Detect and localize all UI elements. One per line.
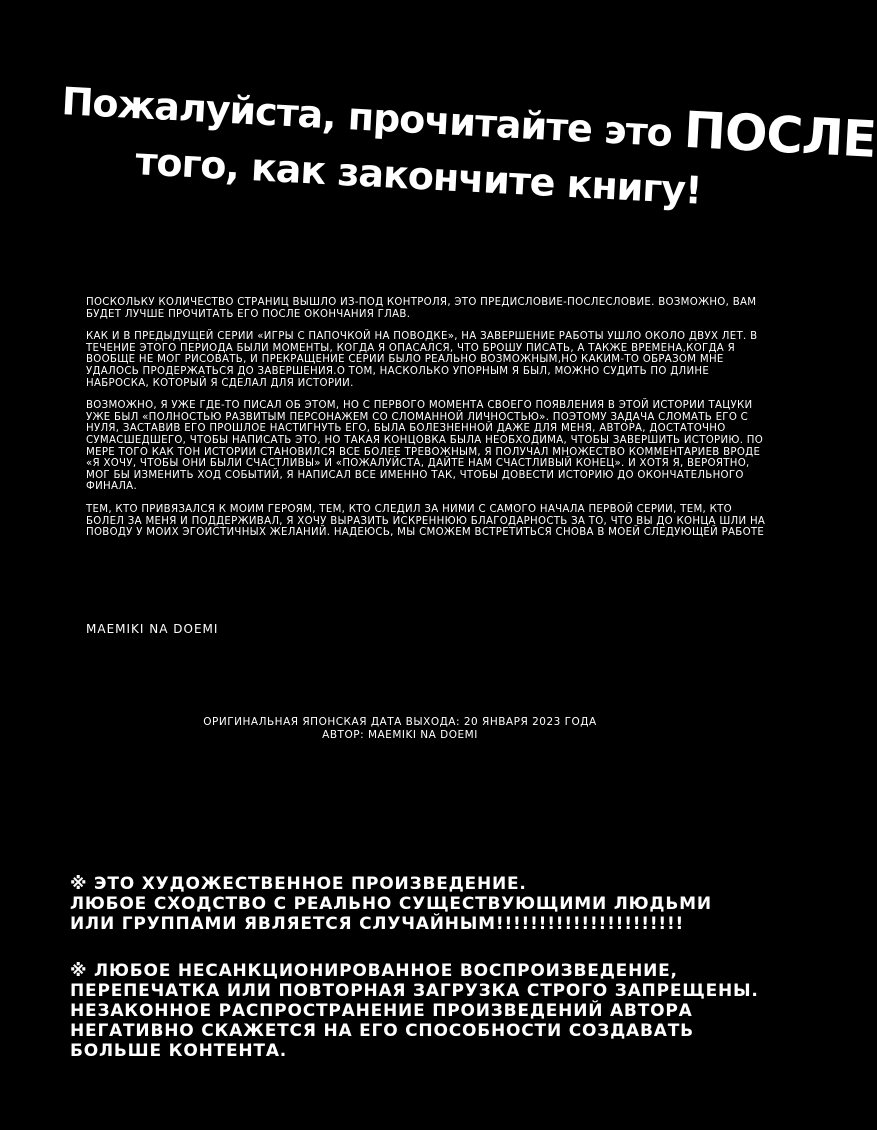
fiction-disclaimer xyxy=(70,874,790,934)
title-line-2: того, как закончите книгу! xyxy=(134,139,703,213)
afterword-paragraph-4: ТЕМ, КТО ПРИВЯЗАЛСЯ К МОИМ ГЕРОЯМ, ТЕМ, КТО СЛЕДИЛ ЗА НИМИ С САМОГО НАЧАЛА ПЕРВОЙ СЕРИИ, ТЕМ, КТО БОЛЕЛ ЗА МЕНЯ И ПОДДЕРЖИВАЛ, Я ХОЧУ ВЫРАЗИТЬ ИСКРЕННЮЮ БЛАГОДАРНОСТЬ ЗА ТО, ЧТО ВЫ ДО КОНЦА ШЛИ НА ПОВОДУ У МОИХ ЭГОИСТИЧНЫХ ЖЕЛАНИЙ. НАДЕЮСЬ, МЫ СМОЖЕМ ВСТРЕТИТЬСЯ СНОВА В МОЕЙ СЛЕДУЮЩЕЙ РАБОТЕ xyxy=(86,503,766,539)
title-line-1-text: Пожалуйста, прочитайте это xyxy=(60,79,673,156)
release-author: АВТОР: MAEMIKI NA DOEMI xyxy=(322,729,478,741)
copyright-disclaimer-line: НЕГАТИВНО СКАЖЕТСЯ НА ЕГО СПОСОБНОСТИ СОЗДАВАТЬ xyxy=(70,1021,694,1041)
copyright-disclaimer-line: ※ ЛЮБОЕ НЕСАНКЦИОНИРОВАННОЕ ВОСПРОИЗВЕДЕНИЕ, xyxy=(70,961,678,981)
afterword-paragraph-1: ПОСКОЛЬКУ КОЛИЧЕСТВО СТРАНИЦ ВЫШЛО ИЗ-ПОД КОНТРОЛЯ, ЭТО ПРЕДИСЛОВИЕ-ПОСЛЕСЛОВИЕ. ВОЗМОЖНО, ВАМ БУДЕТ ЛУЧШЕ ПРОЧИТАТЬ ЕГО ПОСЛЕ ОКОНЧАНИЯ ГЛАВ. xyxy=(86,297,757,320)
copyright-disclaimer-line: НЕЗАКОННОЕ РАСПРОСТРАНЕНИЕ ПРОИЗВЕДЕНИЙ АВТОРА xyxy=(70,1001,693,1021)
title-emphasis-word: ПОСЛЕ xyxy=(682,100,877,169)
copyright-disclaimer-line: БОЛЬШЕ КОНТЕНТА. xyxy=(70,1041,288,1061)
copyright-disclaimer xyxy=(70,961,790,1061)
afterword-body xyxy=(86,297,766,550)
release-info xyxy=(100,716,700,742)
afterword-paragraph-3: ВОЗМОЖНО, Я УЖЕ ГДЕ-ТО ПИСАЛ ОБ ЭТОМ, НО С ПЕРВОГО МОМЕНТА СВОЕГО ПОЯВЛЕНИЯ В ЭТОЙ ИСТОРИИ ТАЦУКИ УЖЕ БЫЛ «ПОЛНОСТЬЮ РАЗВИТЫМ ПЕРСОНАЖЕМ СО СЛОМАННОЙ ЛИЧНОСТЬЮ». ПОЭТОМУ ЗАДАЧА СЛОМАТЬ ЕГО С НУЛЯ, ЗАСТАВИВ ЕГО ПРОШЛОЕ НАСТИГНУТЬ ЕГО, БЫЛА БОЛЕЗНЕННОЙ ДАЖЕ ДЛЯ МЕНЯ, АВТОРА, ДОСТАТОЧНО СУМАСШЕДШЕГО, ЧТОБЫ НАПИСАТЬ ЭТО, НО ТАКАЯ КОНЦОВКА БЫЛА НЕОБХОДИМА, ЧТОБЫ ЗАВЕРШИТЬ ИСТОРИЮ. ПО МЕРЕ ТОГО КАК ТОН ИСТОРИИ СТАНОВИЛСЯ ВСЕ БОЛЕЕ ТРЕВОЖНЫМ, Я ПОЛУЧАЛ МНОЖЕСТВО КОММЕНТАРИЕВ ВРОДЕ «Я ХОЧУ, ЧТОБЫ ОНИ БЫЛИ СЧАСТЛИВЫ» И «ПОЖАЛУЙСТА, ДАЙТЕ НАМ СЧАСТЛИВЫЙ КОНЕЦ». И ХОТЯ Я, ВЕРОЯТНО, МОГ БЫ ИЗМЕНИТЬ ХОД СОБЫТИЙ, Я НАПИСАЛ ВСЕ ИМЕННО ТАК, ЧТОБЫ ДОВЕСТИ ИСТОРИЮ ДО ОКОНЧАТЕЛЬНОГО ФИНАЛА. xyxy=(86,400,764,493)
fiction-disclaimer-line: ИЛИ ГРУППАМИ ЯВЛЯЕТСЯ СЛУЧАЙНЫМ!!!!!!!!!!!!!!!!!!!!!! xyxy=(70,914,685,934)
page-title xyxy=(57,69,877,223)
copyright-disclaimer-line: ПЕРЕПЕЧАТКА ИЛИ ПОВТОРНАЯ ЗАГРУЗКА СТРОГО ЗАПРЕЩЕНЫ. xyxy=(70,981,759,1001)
fiction-disclaimer-line: ※ ЭТО ХУДОЖЕСТВЕННОЕ ПРОИЗВЕДЕНИЕ. xyxy=(70,874,527,894)
release-date: ОРИГИНАЛЬНАЯ ЯПОНСКАЯ ДАТА ВЫХОДА: 20 ЯНВАРЯ 2023 ГОДА xyxy=(203,716,597,728)
author-signature: MAEMIKI NA DOEMI xyxy=(86,622,219,636)
fiction-disclaimer-line: ЛЮБОЕ СХОДСТВО С РЕАЛЬНО СУЩЕСТВУЮЩИМИ ЛЮДЬМИ xyxy=(70,894,712,914)
afterword-paragraph-2: КАК И В ПРЕДЫДУЩЕЙ СЕРИИ «ИГРЫ С ПАПОЧКОЙ НА ПОВОДКЕ», НА ЗАВЕРШЕНИЕ РАБОТЫ УШЛО ОКОЛО ДВУХ ЛЕТ. В ТЕЧЕНИЕ ЭТОГО ПЕРИОДА БЫЛИ МОМЕНТЫ, КОГДА Я ОПАСАЛСЯ, ЧТО БРОШУ ПИСАТЬ, А ТАКЖЕ ВРЕМЕНА,КОГДА Я ВООБЩЕ НЕ МОГ РИСОВАТЬ, И ПРЕКРАЩЕНИЕ СЕРИИ БЫЛО РЕАЛЬНО ВОЗМОЖНЫМ,НО КАКИМ-ТО ОБРАЗОМ МНЕ УДАЛОСЬ ПРОДЕРЖАТЬСЯ ДО ЗАВЕРШЕНИЯ.О ТОМ, НАСКОЛЬКО УПОРНЫМ Я БЫЛ, МОЖНО СУДИТЬ ПО ДЛИНЕ НАБРОСКА, КОТОРЫЙ Я СДЕЛАЛ ДЛЯ ИСТОРИИ. xyxy=(86,331,758,389)
